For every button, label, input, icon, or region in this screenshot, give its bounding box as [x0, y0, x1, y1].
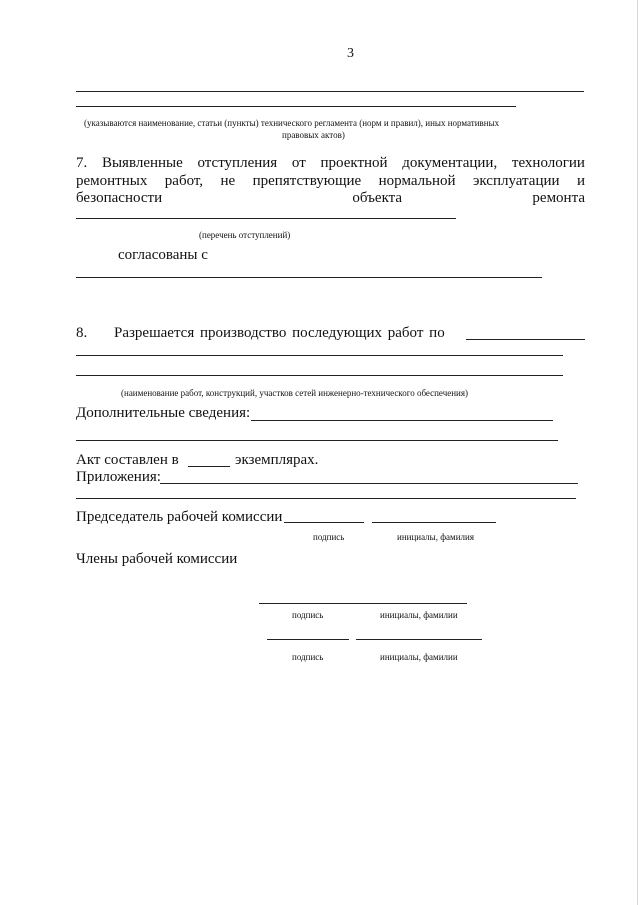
fill-line-regulation-1 [76, 91, 584, 92]
member2-name-line [356, 639, 482, 640]
deviations-caption: (перечень отступлений) [199, 230, 291, 240]
fill-line-additional-2 [76, 440, 558, 441]
act-copies-prefix: Акт составлен в [76, 452, 179, 468]
section7-row3: безопасности объекта ремонта [76, 190, 585, 206]
additional-info-label: Дополнительные сведения: [76, 405, 251, 421]
section7-row2: ремонтных работ, не препятствующие нормальной эксплуатации и [76, 173, 585, 189]
member1-name-caption: инициалы, фамилии [380, 610, 458, 620]
fill-line-works-1 [466, 339, 585, 340]
fill-line-deviations [76, 218, 456, 219]
fill-line-regulation-2 [76, 106, 516, 107]
member2-signature-line [267, 639, 349, 640]
section8-number: 8. [76, 325, 88, 341]
fill-line-works-3 [76, 375, 563, 376]
fill-line-agreed [76, 277, 542, 278]
member1-line [259, 603, 467, 604]
chairman-name-caption: инициалы, фамилия [397, 532, 474, 542]
agreed-with-label: согласованы с [118, 247, 208, 263]
member1-signature-caption: подпись [292, 610, 324, 620]
chairman-signature-caption: подпись [313, 532, 345, 542]
attachments-label: Приложения: [76, 469, 161, 485]
member2-name-caption: инициалы, фамилии [380, 652, 458, 662]
fill-line-copies [188, 466, 230, 467]
section8-text: Разрешается производство последующих работ по [114, 325, 445, 341]
page-edge [637, 0, 638, 905]
fill-line-attachments-2 [76, 498, 576, 499]
chairman-label: Председатель рабочей комиссии [76, 509, 283, 525]
fill-line-attachments-1 [160, 483, 578, 484]
regulation-caption-line1: (указываются наименование, статьи (пункты) технического регламента (норм и правил), иных нормативных [84, 118, 500, 128]
regulation-caption-line2: правовых актов) [282, 130, 345, 140]
chairman-signature-line [284, 522, 364, 523]
fill-line-works-2 [76, 355, 563, 356]
act-copies-suffix: экземплярах. [235, 452, 319, 468]
member2-signature-caption: подпись [292, 652, 324, 662]
section7-row1: 7. Выявленные отступления от проектной документации, технологии [76, 155, 585, 171]
chairman-name-line [372, 522, 496, 523]
page-number: 3 [347, 46, 354, 61]
works-caption: (наименование работ, конструкций, участков сетей инженерно-технического обеспечения) [121, 388, 468, 398]
members-label: Члены рабочей комиссии [76, 551, 238, 567]
fill-line-additional-1 [251, 420, 553, 421]
section7-number: 7. [76, 155, 88, 171]
